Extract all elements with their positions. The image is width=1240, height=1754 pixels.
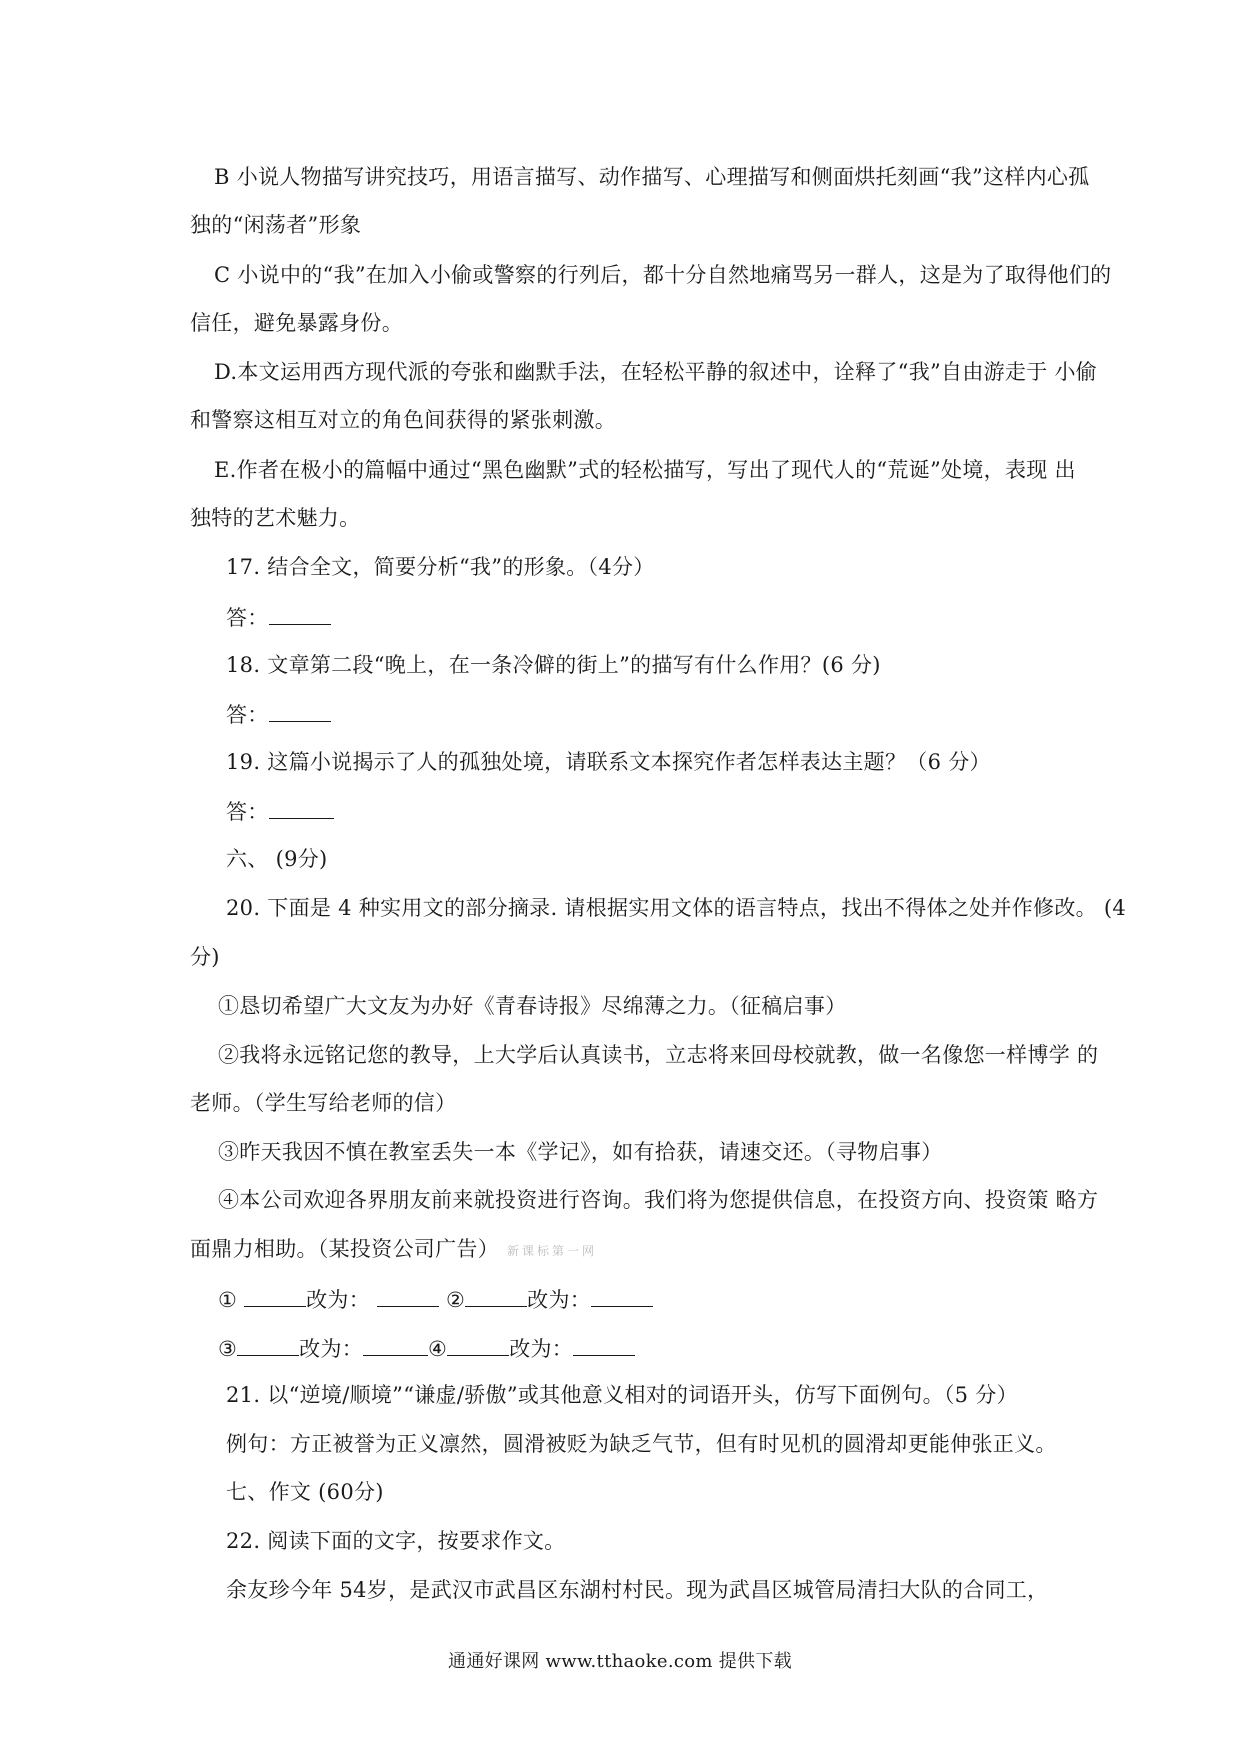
question-20-line1: 20. 下面是 4 种实用文的部分摘录. 请根据实用文体的语言特点，找出不得体之处并作修改。 (4 [226, 896, 1127, 920]
option-c-line2: 信任，避免暴露身份。 [190, 311, 403, 335]
page-footer: 通通好课网 www.tthaoke.com 提供下载 [448, 1651, 792, 1672]
question-22: 22. 阅读下面的文字，按要求作文。 [226, 1529, 566, 1553]
answer-blank [269, 699, 331, 722]
example-sentence: 例句：方正被誉为正义凛然，圆滑被贬为缺乏气节，但有时见机的圆滑却更能伸张正义。 [226, 1432, 1057, 1456]
answer-18 [226, 699, 331, 729]
marker-2: ② [446, 1288, 466, 1312]
question-17: 17. 结合全文，简要分析“我”的形象。（4分） [226, 555, 655, 579]
option-b-line2: 独的“闲荡者”形象 [190, 213, 362, 237]
essay-passage: 余友珍今年 54岁，是武汉市武昌区东湖村村民。现为武昌区城管局清扫大队的合同工， [226, 1578, 1049, 1602]
excerpt-4-line2 [190, 1235, 597, 1265]
marker-3: ③ [218, 1337, 238, 1361]
fill-blank [447, 1333, 509, 1356]
answer-19 [226, 796, 334, 826]
answer-17 [226, 602, 331, 632]
fill-blank [237, 1333, 299, 1356]
question-18: 18. 文章第二段“晚上，在一条冷僻的街上”的描写有什么作用？(6 分) [226, 653, 881, 677]
option-d-line1: D.本文运用西方现代派的夸张和幽默手法，在轻松平静的叙述中，诠释了“我”自由游走于 小偷 [214, 360, 1098, 384]
option-e-line2: 独特的艺术魅力。 [190, 506, 361, 530]
answer-label: 答： [226, 606, 269, 630]
option-e-line1: E.作者在极小的篇幅中通过“黑色幽默”式的轻松描写，写出了现代人的“荒诞”处境，表现 出 [214, 458, 1076, 482]
excerpt-4-line1: ④本公司欢迎各界朋友前来就投资进行咨询。我们将为您提供信息，在投资方向、投资策 略方 [218, 1188, 1099, 1212]
marker-1: ① [218, 1288, 238, 1312]
fill-blank [363, 1333, 428, 1356]
excerpt-2-line1: ②我将永远铭记您的教导，上大学后认真读书，立志将来回母校就教，做一名像您一样博学 的 [218, 1043, 1099, 1067]
fill-row-2 [218, 1333, 635, 1363]
excerpt-1: ①恳切希望广大文友为办好《青春诗报》尽绵薄之力。（征稿启事） [218, 994, 847, 1018]
option-b-line1: B 小说人物描写讲究技巧，用语言描写、动作描写、心理描写和侧面烘托刻画“我”这样内心孤 [214, 165, 1090, 189]
fill-blank [591, 1284, 653, 1307]
answer-label: 答： [226, 800, 269, 824]
excerpt-2-line2: 老师。（学生写给老师的信） [190, 1091, 457, 1115]
option-d-line2: 和警察这相互对立的角色间获得的紧张刺激。 [190, 408, 616, 432]
question-20-line2: 分) [190, 945, 220, 969]
answer-label: 答： [226, 703, 269, 727]
fill-blank [465, 1284, 527, 1307]
change-to-label: 改为： [509, 1337, 574, 1361]
fill-row-1 [218, 1284, 653, 1314]
option-c-line1: C 小说中的“我”在加入小偷或警察的行列后，都十分自然地痛骂另一群人，这是为了取得他们的 [214, 263, 1112, 287]
section-7-heading: 七、作文 (60分) [226, 1480, 384, 1504]
change-to-label: 改为： [527, 1288, 592, 1312]
question-21: 21. 以“逆境/顺境”“谦虚/骄傲”或其他意义相对的词语开头，仿写下面例句。（5 分） [226, 1383, 1018, 1407]
excerpt-3: ③昨天我因不慎在教室丢失一本《学记》，如有拾获，请速交还。（寻物启事） [218, 1140, 943, 1164]
marker-4: ④ [428, 1337, 448, 1361]
change-to-label: 改为： [299, 1337, 364, 1361]
fill-blank [244, 1284, 306, 1307]
fill-blank [377, 1284, 439, 1307]
change-to-label: 改为： [306, 1288, 371, 1312]
question-19: 19. 这篇小说揭示了人的孤独处境，请联系文本探究作者怎样表达主题？（6 分） [226, 750, 991, 774]
excerpt-4-text: 面鼎力相助。（某投资公司广告） [190, 1237, 499, 1261]
answer-blank [269, 602, 331, 625]
watermark: 新课标第一网 [507, 1243, 598, 1258]
fill-blank [573, 1333, 635, 1356]
answer-blank [269, 796, 334, 819]
section-6-heading: 六、 (9分) [226, 847, 328, 871]
